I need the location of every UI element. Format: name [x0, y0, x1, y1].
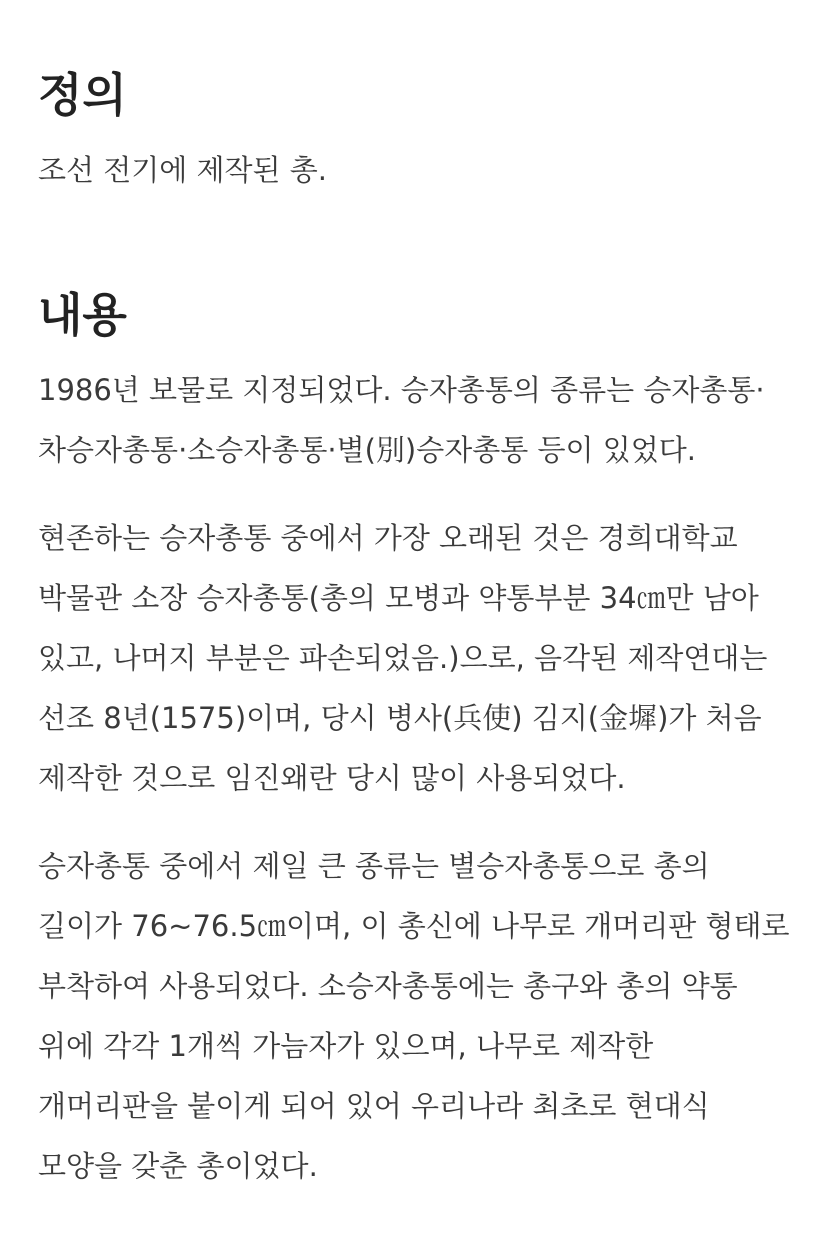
content-paragraph-3: 승자총통 중에서 제일 큰 종류는 별승자총통으로 총의 길이가 76~76.5㎝이며, 이 총신에 나무로 개머리판 형태로 부착하여 사용되었다. 소승자총통에는 총구와 총의 약통 위에 각각 1개씩 가늠자가 있으며, 나무로 제작한 개머리판을 붙이게 되어 있어 우리나라 최초로 현대식 모양을 갖춘 총이었다. [38, 849, 790, 1183]
content-paragraph-1: 1986년 보물로 지정되었다. 승자총통의 종류는 승자총통·차승자총통·소승자총통·별(別)승자총통 등이 있었다. [38, 373, 765, 467]
definition-text: 조선 전기에 제작된 총. [38, 153, 327, 187]
content-section [38, 288, 792, 1196]
definition-section [38, 0, 792, 200]
content-paragraph-2: 현존하는 승자총통 중에서 가장 오래된 것은 경희대학교 박물관 소장 승자총통(총의 모병과 약통부분 34㎝만 남아 있고, 나머지 부분은 파손되었음.)으로, 음각된 제작연대는 선조 8년(1575)이며, 당시 병사(兵使) 김지(金墀)가 처음 제작한 것으로 임진왜란 당시 많이 사용되었다. [38, 521, 768, 795]
content-heading: 내용 [38, 288, 127, 342]
content-body [38, 360, 792, 1196]
definition-heading: 정의 [38, 68, 127, 122]
